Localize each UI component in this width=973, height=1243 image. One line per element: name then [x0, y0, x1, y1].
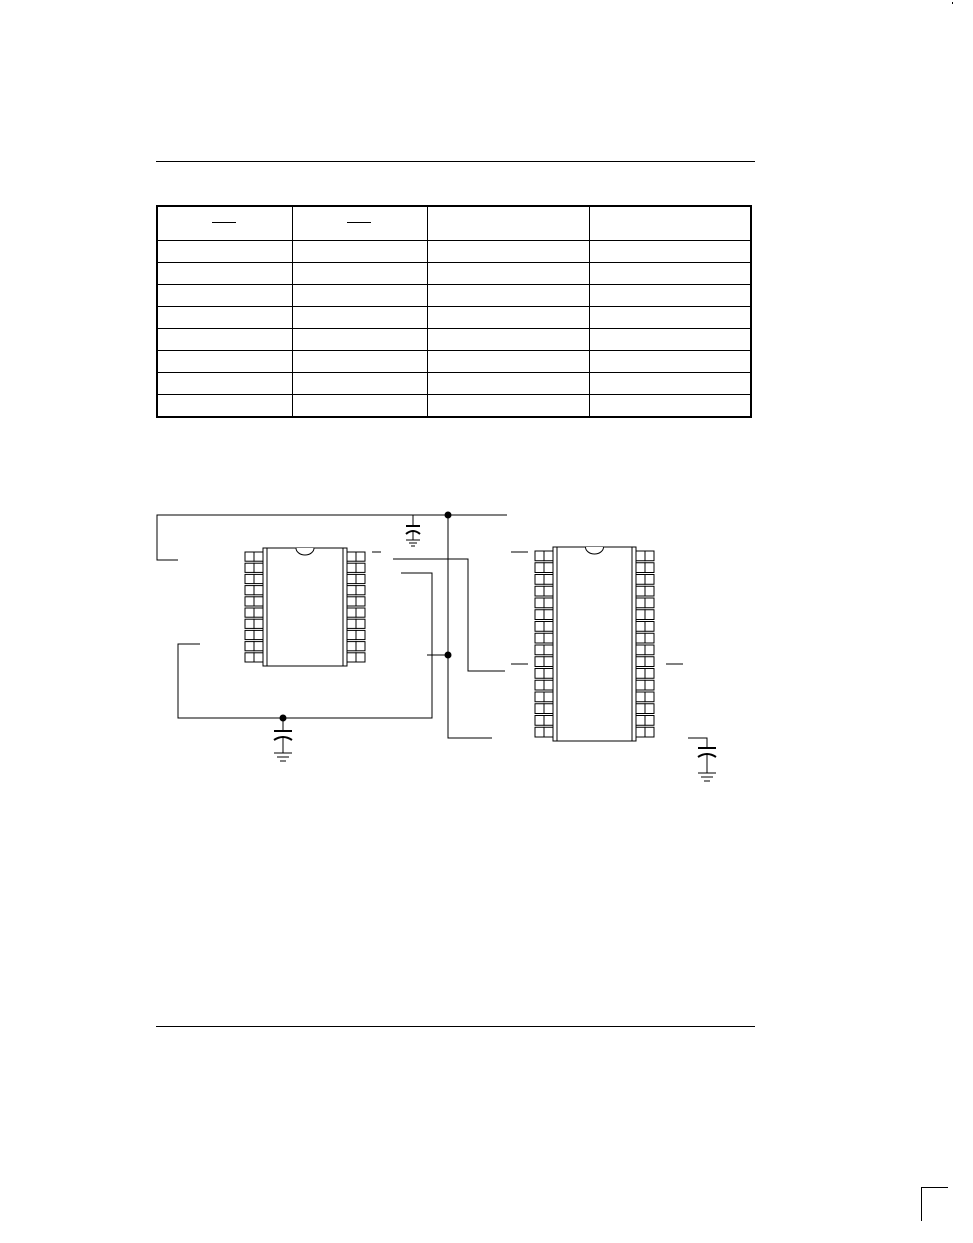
chip-pin: [645, 727, 654, 737]
ground-icon: [274, 753, 292, 761]
chip-pin: [535, 704, 544, 714]
table-cell: [589, 307, 751, 329]
chip-pin: [636, 575, 645, 585]
table-cell: [157, 241, 292, 263]
table-cell: [292, 329, 427, 351]
chip-pin: [544, 727, 553, 737]
table-cell: [589, 241, 751, 263]
table-cell: [427, 263, 589, 285]
chip-pin: [254, 574, 263, 583]
table-cell: [427, 329, 589, 351]
chip-pin: [535, 680, 544, 690]
chip-pin: [245, 597, 254, 606]
chip-pin: [645, 657, 654, 667]
right-ic: [535, 547, 654, 741]
chip-pin: [544, 622, 553, 632]
capacitor-icon: [274, 731, 292, 753]
table-cell: [589, 329, 751, 351]
table-cell: [589, 285, 751, 307]
junction-dot: [280, 715, 287, 722]
table-row: [157, 285, 751, 307]
chip-pin: [535, 669, 544, 679]
chip-pin: [636, 586, 645, 596]
truth-table: [156, 205, 752, 418]
chip-pin: [254, 586, 263, 595]
header-cell-2: [292, 206, 427, 241]
chip-pin: [636, 622, 645, 632]
chip-pin: [356, 653, 365, 662]
chip-pin: [645, 622, 654, 632]
capacitor-icon: [406, 526, 420, 540]
header-cell-3: [427, 206, 589, 241]
page-corner-mark: [921, 1187, 948, 1221]
chip-pin: [254, 619, 263, 628]
chip-pin: [254, 608, 263, 617]
chip-pin: [356, 619, 365, 628]
chip-pin: [535, 551, 544, 561]
chip-pin: [544, 680, 553, 690]
chip-pin: [535, 622, 544, 632]
chip-pin: [347, 586, 356, 595]
chip-pin: [636, 657, 645, 667]
table-cell: [589, 373, 751, 395]
chip-pin: [347, 552, 356, 561]
chip-pin: [254, 653, 263, 662]
chip-pin: [544, 692, 553, 702]
chip-pin: [347, 574, 356, 583]
chip-pin: [636, 704, 645, 714]
chip-pin: [254, 597, 263, 606]
table-cell: [427, 395, 589, 418]
ground-icon: [406, 540, 420, 546]
chip-pin: [535, 610, 544, 620]
chip-pin: [645, 551, 654, 561]
chip-pin: [347, 563, 356, 572]
table-header: [157, 206, 751, 241]
junction-dot: [445, 652, 452, 659]
output-cap-lead: [688, 738, 707, 747]
chip-pin: [636, 610, 645, 620]
chip-pin: [535, 727, 544, 737]
table-cell: [157, 373, 292, 395]
chip-pin: [245, 630, 254, 639]
page-edge-tick: [952, 2, 953, 4]
chip-pin: [544, 563, 553, 573]
table-row: [157, 307, 751, 329]
chip-pin: [544, 610, 553, 620]
chip-pin: [356, 563, 365, 572]
chip-pin: [636, 669, 645, 679]
table-cell: [157, 263, 292, 285]
chip-pin: [645, 633, 654, 643]
chip-pin: [245, 608, 254, 617]
overbar-line: [212, 222, 236, 223]
chip-pin: [347, 642, 356, 651]
left-ic: [245, 548, 365, 666]
chip-pin: [535, 598, 544, 608]
chip-pin: [347, 597, 356, 606]
table-cell: [157, 351, 292, 373]
chip-pin: [535, 633, 544, 643]
chip-pin: [645, 716, 654, 726]
table-cell: [589, 395, 751, 418]
chip-body: [263, 548, 347, 666]
table-cell: [589, 263, 751, 285]
chip-pin: [636, 727, 645, 737]
table-cell: [427, 373, 589, 395]
chip-pin: [535, 645, 544, 655]
chip-pin: [636, 598, 645, 608]
chip-pin: [245, 653, 254, 662]
chip-pin: [544, 633, 553, 643]
chip-pin: [347, 608, 356, 617]
chip-pin: [636, 716, 645, 726]
chip-pin: [254, 552, 263, 561]
header-cell-1: [157, 206, 292, 241]
chip-pin: [356, 608, 365, 617]
chip-pin: [245, 642, 254, 651]
chip-pin: [356, 597, 365, 606]
chip-pin: [254, 642, 263, 651]
chip-pin: [347, 619, 356, 628]
table-row: [157, 395, 751, 418]
table-cell: [157, 285, 292, 307]
ground-icon: [698, 773, 716, 781]
table-row: [157, 263, 751, 285]
table-row: [157, 373, 751, 395]
chip-pin: [645, 586, 654, 596]
table-cell: [292, 395, 427, 418]
vertical-bus-wire: [448, 515, 492, 738]
chip-pin: [347, 653, 356, 662]
chip-pin: [356, 574, 365, 583]
chip-pin: [544, 645, 553, 655]
chip-pin: [544, 716, 553, 726]
chip-pin: [645, 610, 654, 620]
table-cell: [427, 307, 589, 329]
table-cell: [157, 307, 292, 329]
chip-pin: [535, 692, 544, 702]
chip-pin: [636, 692, 645, 702]
overbar-line: [347, 222, 371, 223]
table-cell: [427, 241, 589, 263]
chip-pin: [254, 563, 263, 572]
chip-pin: [544, 704, 553, 714]
chip-pin: [535, 657, 544, 667]
table-row: [157, 329, 751, 351]
table-cell: [157, 395, 292, 418]
chip-pin: [544, 669, 553, 679]
chip-pin: [356, 586, 365, 595]
chip-pin: [636, 633, 645, 643]
chip-pin: [645, 563, 654, 573]
chip-body: [553, 547, 636, 741]
chip-pin: [347, 630, 356, 639]
top-rule: [156, 161, 755, 162]
circuit-diagram: [0, 490, 973, 800]
table-cell: [292, 263, 427, 285]
chip-pin: [544, 575, 553, 585]
chip-pin: [535, 586, 544, 596]
chip-pin: [245, 574, 254, 583]
chip-pin: [245, 563, 254, 572]
table-cell: [292, 241, 427, 263]
header-cell-4: [589, 206, 751, 241]
table-row: [157, 241, 751, 263]
bottom-rule: [156, 1026, 755, 1027]
table-cell: [589, 351, 751, 373]
table-cell: [292, 285, 427, 307]
capacitor-icon: [698, 748, 716, 773]
chip-pin: [245, 552, 254, 561]
chip-pin: [645, 692, 654, 702]
chip-pin: [245, 586, 254, 595]
table-cell: [427, 285, 589, 307]
chip-pin: [544, 598, 553, 608]
chip-pin: [645, 645, 654, 655]
table-body: [157, 241, 751, 418]
table-cell: [292, 351, 427, 373]
table-cell: [292, 307, 427, 329]
chip-pin: [544, 657, 553, 667]
chip-pin: [645, 598, 654, 608]
chip-pin: [245, 619, 254, 628]
junction-dot: [445, 512, 452, 519]
chip-pin: [535, 563, 544, 573]
chip-pin: [636, 551, 645, 561]
chip-pin: [645, 575, 654, 585]
chip-pin: [356, 552, 365, 561]
chip-pin: [544, 586, 553, 596]
chip-pin: [636, 563, 645, 573]
chip-pin: [254, 630, 263, 639]
table-cell: [157, 329, 292, 351]
chip-pin: [356, 642, 365, 651]
table-cell: [292, 373, 427, 395]
chip-pin: [535, 716, 544, 726]
chip-pin: [356, 630, 365, 639]
chip-pin: [636, 680, 645, 690]
table-cell: [427, 351, 589, 373]
chip-pin: [535, 575, 544, 585]
chip-pin: [645, 669, 654, 679]
chip-pin: [636, 645, 645, 655]
chip-pin: [645, 680, 654, 690]
table-row: [157, 351, 751, 373]
chip-pin: [544, 551, 553, 561]
chip-pin: [645, 704, 654, 714]
